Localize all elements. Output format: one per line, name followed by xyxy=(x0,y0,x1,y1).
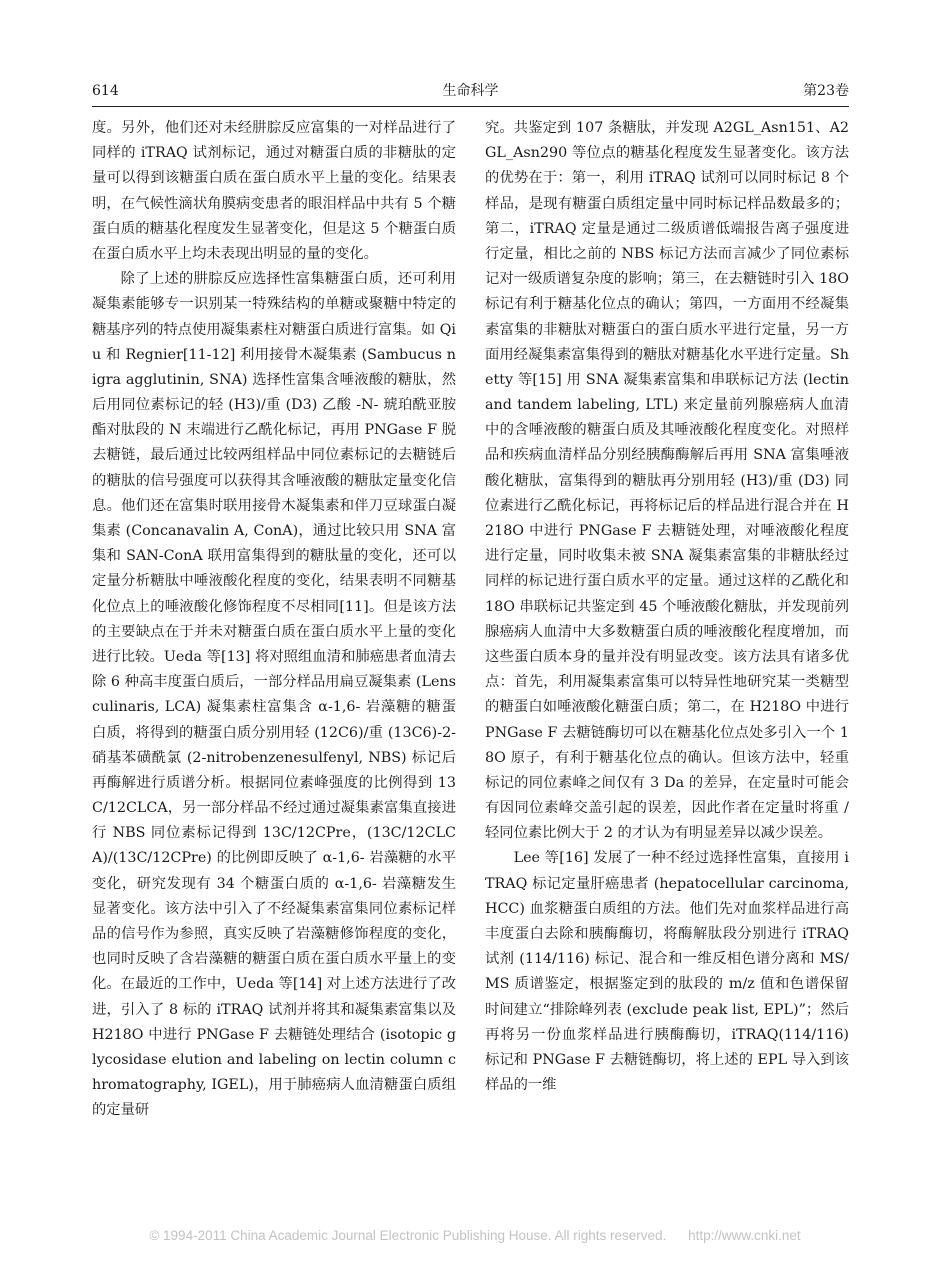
footer-url[interactable]: http://www.cnki.net xyxy=(688,1228,801,1243)
paragraph: 究。共鉴定到 107 条糖肽，并发现 A2GL_Asn151、A2GL_Asn290 等位点的糖基化程度发生显著变化。该方法的优势在于：第一，利用 iTRAQ 试剂可以同时标记 8 个样品，是现有糖蛋白质组定量中同时标记样品数最多的；第二，iTRAQ 定量是通过二级质谱低端报告离子强度进行定量，相比之前的 NBS 标记方法而言减少了同位素标记对一级质谱复杂度的影响；第三，在去糖链时引入 18O 标记有利于糖基化位点的确认；第四，一方面用不经凝集素富集的非糖肽对糖蛋白的蛋白质水平进行定量，另一方面用经凝集素富集得到的糖肽对糖基化水平进行定量。Shetty 等[15] 用 SNA 凝集素富集和串联标记方法 (lectin and tandem labeling, LTL) 来定量前列腺癌病人血清中的含唾液酸的糖蛋白质及其唾液酸化程度变化。对照样品和疾病血清样品分别经胰酶酶解后再用 SNA 富集唾液酸化糖肽，富集得到的糖肽再分别用轻 (H3)/重 (D3) 同位素进行乙酰化标记，再将标记后的样品进行混合并在 H218O 中进行 PNGase F 去糖链处理，对唾液酸化程度进行定量，同时收集未被 SNA 凝集素富集的非糖肽经过同样的标记进行蛋白质水平的定量。通过这样的乙酰化和 18O 串联标记共鉴定到 45 个唾液酸化糖肽，并发现前列腺癌病人血清中大多数糖蛋白质的唾液酸化程度增加，而这些蛋白质本身的量并没有明显改变。该方法具有诸多优点：首先，利用凝集素富集可以特异性地研究某一类糖型的糖蛋白如唾液酸化糖蛋白质；第二，在 H218O 中进行 PNGase F 去糖链酶切可以在糖基化位点处多引入一个 18O 原子，有利于糖基化位点的确认。但该方法中，轻重标记的同位素峰之间仅有 3 Da 的差异，在定量时可能会有因同位素峰交盖引起的误差，因此作者在定量时将重 / 轻同位素比例大于 2 的才认为有明显差异以减少误差。 xyxy=(485,120,849,842)
header-rule xyxy=(92,106,849,107)
copyright-footer xyxy=(0,1226,950,1246)
paragraph: Lee 等[16] 发展了一种不经过选择性富集，直接用 iTRAQ 标记定量肝癌患者 (hepatocellular carcinoma, HCC) 血浆糖蛋白质组的方法。他们先对血浆样品进行高丰度蛋白去除和胰酶酶切，将酶解肽段分别进行 iTRAQ 试剂 (114/116) 标记、混合和一维反相色谱分离和 MS/MS 质谱鉴定，根据鉴定到的肽段的 m/z 值和色谱保留时间建立“排除峰列表 (exclude peak list, EPL)”；然后再将另一份血浆样品进行胰酶酶切，iTRAQ(114/116) 标记和 PNGase F 去糖链酶切，将上述的 EPL 导入到该样品的一维 xyxy=(485,850,849,1094)
copyright-text: © 1994-2011 China Academic Journal Electronic Publishing House. All rights reserved. xyxy=(149,1228,667,1243)
paragraph: 度。另外，他们还对未经肼腙反应富集的一对样品进行了同样的 iTRAQ 试剂标记，通过对糖蛋白质的非糖肽的定量可以得到该糖蛋白质在蛋白质水平上量的变化。结果表明，在气候性滴状角膜病变患者的眼泪样品中共有 5 个糖蛋白质的糖基化程度发生显著变化，但是这 5 个糖蛋白质在蛋白质水平上均未表现出明显的量的变化。 xyxy=(92,120,456,262)
left-column xyxy=(92,116,456,1124)
journal-title: 生命科学 xyxy=(442,83,499,99)
right-column xyxy=(485,116,849,1098)
volume-label: 第23卷 xyxy=(803,83,849,99)
paragraph: 除了上述的肼腙反应选择性富集糖蛋白质，还可利用凝集素能够专一识别某一特殊结构的单糖或聚糖中特定的糖基序列的特点使用凝集素柱对糖蛋白质进行富集。如 Qiu 和 Regnier[11-12] 利用接骨木凝集素 (Sambucus nigra agglutinin, SNA) 选择性富集含唾液酸的糖肽，然后用同位素标记的轻 (H3)/重 (D3) 乙酸 -N- 琥珀酰亚胺酯对肽段的 N 末端进行乙酰化标记，再用 PNGase F 脱去糖链，最后通过比较两组样品中同位素标记的去糖链后的糖肽的信号强度可以获得其含唾液酸的糖肽定量变化信息。他们还在富集时联用接骨木凝集素和伴刀豆球蛋白凝集素 (Concanavalin A, ConA)，通过比较只用 SNA 富集和 SAN-ConA 联用富集得到的糖肽量的变化，还可以定量分析糖肽中唾液酸化程度的变化，结果表明不同糖基化位点上的唾液酸化修饰程度不尽相同[11]。但是该方法的主要缺点在于并未对糖蛋白质在蛋白质水平上量的变化进行比较。Ueda 等[13] 将对照组血清和肺癌患者血清去除 6 种高丰度蛋白质后，一部分样品用扁豆凝集素 (Lens culinaris, LCA) 凝集素柱富集含 α-1,6- 岩藻糖的糖蛋白质，将得到的糖蛋白质分别用轻 (12C6)/重 (13C6)-2- 硝基苯磺酰氯 (2-nitrobenzenesulfenyl, NBS) 标记后再酶解进行质谱分析。根据同位素峰强度的比例得到 13C/12CLCA，另一部分样品不经过通过凝集素富集直接进行 NBS 同位素标记得到 13C/12CPre，(13C/12CLCA)/(13C/12CPre) 的比例即反映了 α-1,6- 岩藻糖的水平变化，研究发现有 34 个糖蛋白质的 α-1,6- 岩藻糖发生显著变化。该方法中引入了不经凝集素富集同位素标记样品的信号作为参照，真实反映了岩藻糖修饰程度的变化，也同时反映了含岩藻糖的糖蛋白质在蛋白质水平量上的变化。在最近的工作中，Ueda 等[14] 对上述方法进行了改进，引入了 8 标的 iTRAQ 试剂并将其和凝集素富集以及 H218O 中进行 PNGase F 去糖链处理结合 (isotopic glycosidase elution and labeling on lectin column chromatography, IGEL)，用于肺癌病人血清糖蛋白质组的定量研 xyxy=(92,271,456,1119)
page-number: 614 xyxy=(92,83,119,99)
running-header xyxy=(92,78,849,104)
